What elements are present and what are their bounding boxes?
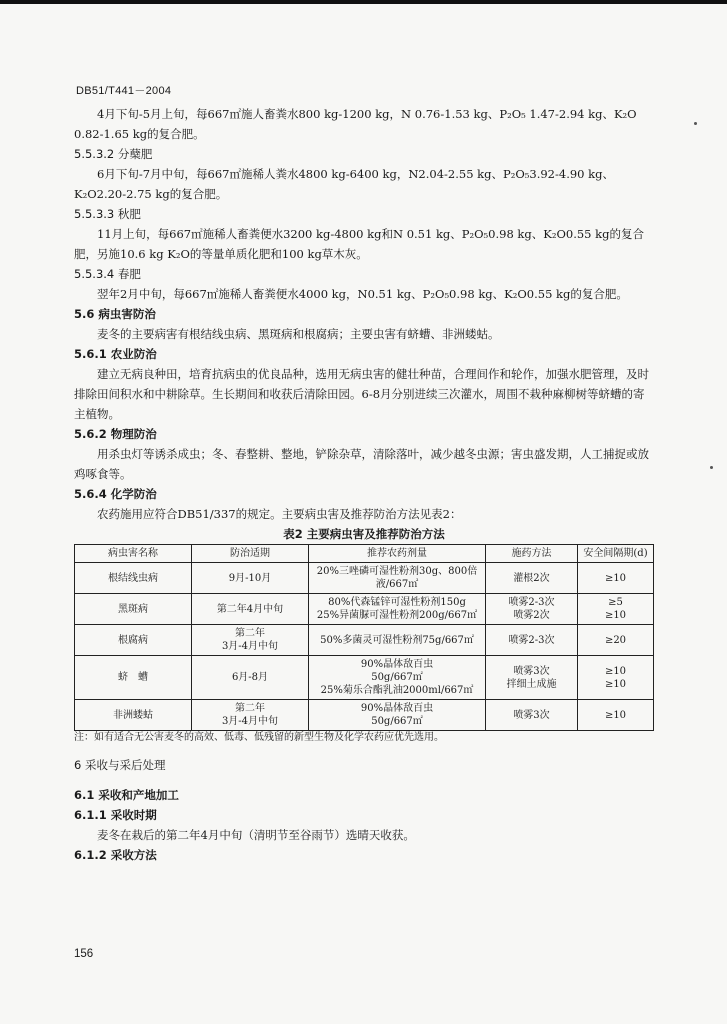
table-cell-period: 9月-10月 [192,563,309,594]
table-header-row [75,545,654,563]
paragraph: 翌年2月中旬，每667㎡施稀人畜粪便水4000 kg，N0.51 kg、P₂O₅0.98 kg、K₂O0.55 kg的复合肥。 [97,287,628,301]
table-cell-period: 6月-8月 [192,656,309,700]
table-row [75,594,654,625]
standard-number: DB51/T441－2004 [76,85,172,97]
table-body [75,563,654,731]
table-cell-method: 灌根2次 [486,563,578,594]
section-heading: 6.1 采收和产地加工 [74,788,179,802]
table-cell-method: 喷雾3次 [486,700,578,731]
paragraph: 麦冬在栽后的第二年4月中旬（清明节至谷雨节）选晴天收获。 [97,828,415,842]
table-cell-interval: ≥10 [578,563,654,594]
scan-speck [694,122,697,125]
column-header: 病虫害名称 [75,545,192,563]
table-note: 注：如有适合无公害麦冬的高效、低毒、低残留的新型生物及化学农药应优先选用。 [74,732,444,743]
column-header: 推荐农药剂量 [309,545,486,563]
table-cell-pesticide: 20%三唑磷可湿性粉剂30g、800倍液/667㎡ [309,563,486,594]
table-cell-name: 黑斑病 [75,594,192,625]
column-header: 安全间隔期(d) [578,545,654,563]
paragraph: 麦冬的主要病害有根结线虫病、黑斑病和根腐病；主要虫害有蛴螬、非洲蝼蛄。 [97,327,500,341]
table-cell-name: 蛴 螬 [75,656,192,700]
table-cell-pesticide: 50%多菌灵可湿性粉剂75g/667㎡ [309,625,486,656]
table-cell-method: 喷雾2-3次 喷雾2次 [486,594,578,625]
table-row [75,656,654,700]
table-cell-pesticide: 80%代森锰锌可湿性粉剂150g 25%异菌脲可湿性粉剂200g/667㎡ [309,594,486,625]
section-heading: 5.6 病虫害防治 [74,307,156,321]
table-cell-period: 第二年 3月-4月中旬 [192,700,309,731]
table-cell-interval: ≥5 ≥10 [578,594,654,625]
scan-speck [710,466,713,469]
paragraph: 建立无病良种田，培育抗病虫的优良品种，选用无病虫害的健壮种苗，合理间作和轮作，加强水肥管理，及时排除田间积水和中耕除草。生长期间和收获后清除田园。6-8月分别进续三次灌水，周围不栽种麻柳树等蛴螬的寄主植物。 [74,367,649,421]
section-heading: 5.6.4 化学防治 [74,487,157,501]
document-body [74,104,654,865]
table-cell-pesticide: 90%晶体敌百虫 50g/667㎡ 25%菊乐合酯乳油2000ml/667㎡ [309,656,486,700]
section-heading: 5.6.2 物理防治 [74,427,157,441]
table-cell-method: 喷雾3次 拌细土成施 [486,656,578,700]
table-cell-name: 根腐病 [75,625,192,656]
section-heading: 6.1.1 采收时期 [74,808,157,822]
table-row [75,563,654,594]
section-heading: 6.1.2 采收方法 [74,848,157,862]
section-heading: 5.5.3.4 春肥 [74,267,141,281]
table-cell-name: 非洲蝼蛄 [75,700,192,731]
section-heading: 6 采收与采后处理 [74,758,166,772]
section-heading: 5.5.3.3 秋肥 [74,207,141,221]
column-header: 防治适期 [192,545,309,563]
page-number: 156 [74,948,94,960]
section-heading: 5.6.1 农业防治 [74,347,157,361]
table-row [75,625,654,656]
paragraph: 农药施用应符合DB51/337的规定。主要病虫害及推荐防治方法见表2： [97,507,462,521]
column-header: 施药方法 [486,545,578,563]
table-cell-period: 第二年4月中旬 [192,594,309,625]
top-border-line [0,0,727,4]
table-cell-interval: ≥10 ≥10 [578,656,654,700]
paragraph: 用杀虫灯等诱杀成虫；冬、春整耕、整地，铲除杂草，清除落叶，减少越冬虫源；害虫盛发期，人工捕捉或放鸡啄食等。 [74,447,649,481]
table-cell-pesticide: 90%晶体敌百虫 50g/667㎡ [309,700,486,731]
section-heading: 5.5.3.2 分蘖肥 [74,147,153,161]
paragraph: 4月下旬-5月上旬，每667㎡施人畜粪水800 kg-1200 kg，N 0.76-1.53 kg、P₂O₅ 1.47-2.94 kg、K₂O 0.82-1.65 kg的复合肥。 [74,107,637,141]
table-cell-interval: ≥20 [578,625,654,656]
table-caption: 表2 主要病虫害及推荐防治方法 [283,527,445,541]
table-cell-name: 根结线虫病 [75,563,192,594]
table-cell-period: 第二年 3月-4月中旬 [192,625,309,656]
table-cell-method: 喷雾2-3次 [486,625,578,656]
table-cell-interval: ≥10 [578,700,654,731]
pest-control-table [74,544,654,731]
table-row [75,700,654,731]
paragraph: 6月下旬-7月中旬，每667㎡施稀人粪水4800 kg-6400 kg，N2.04-2.55 kg、P₂O₅3.92-4.90 kg、K₂O2.20-2.75 kg的复合肥。 [74,167,614,201]
paragraph: 11月上旬，每667㎡施稀人畜粪便水3200 kg-4800 kg和N 0.51 kg、P₂O₅0.98 kg、K₂O0.55 kg的复合肥，另施10.6 kg K₂O的等量单质化肥和100 kg草木灰。 [74,227,644,261]
